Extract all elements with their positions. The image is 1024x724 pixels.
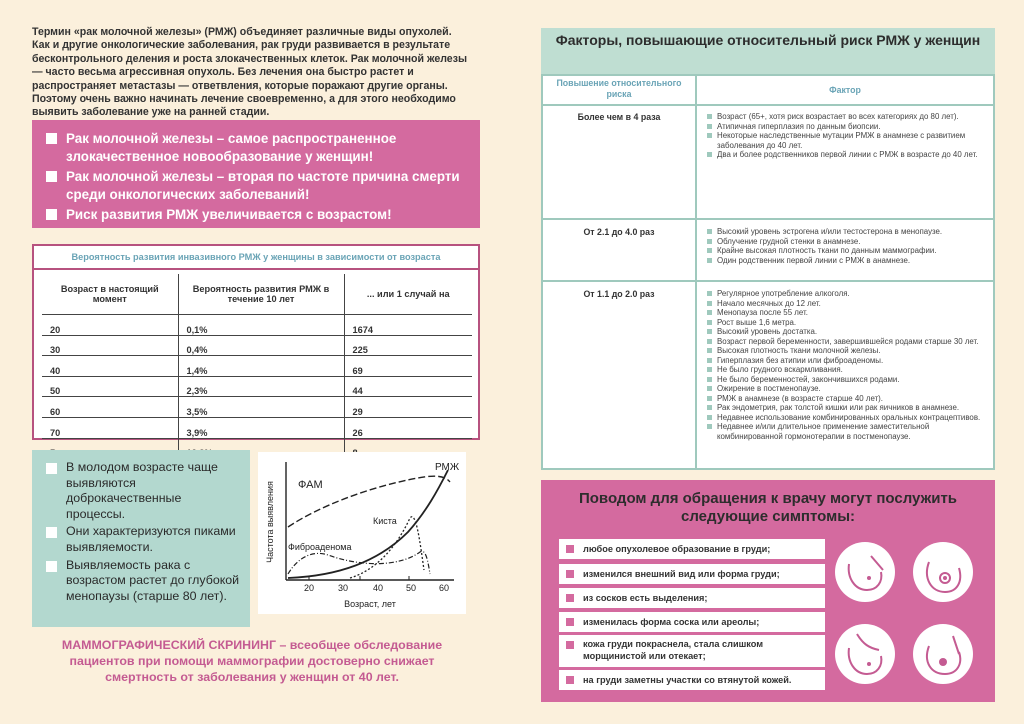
checkbox-icon xyxy=(565,593,575,603)
risk-level: Более чем в 4 раза xyxy=(577,112,661,122)
symptoms-title xyxy=(541,490,995,526)
column-header: Вероятность развития РМЖ в течение 10 лет xyxy=(178,274,344,315)
symptom-text: кожа груди покраснела, стала слишком морщинистой или отекает; xyxy=(583,639,764,661)
column-header: ... или 1 случай на xyxy=(344,274,472,315)
probability-table-title: Вероятность развития инвазивного РМЖ у женщины в зависимости от возраста xyxy=(71,252,441,262)
list-item: Возраст первой беременности, завершившейся родами старше 30 лет. xyxy=(707,337,989,347)
risk-factors-table-box xyxy=(541,28,995,470)
breast-shape-icon xyxy=(913,542,973,602)
checkbox-icon xyxy=(46,171,57,182)
table-cell: 50 xyxy=(42,376,178,397)
checkbox-icon xyxy=(46,133,57,144)
list-item: Некоторые наследственные мутации РМЖ в анамнезе с развитием заболевания до 40 лет. xyxy=(707,131,989,150)
symptoms-box xyxy=(541,480,995,702)
symptom-item xyxy=(559,588,825,608)
column-header: Фактор xyxy=(829,85,861,95)
checkbox-icon xyxy=(46,561,57,572)
table-cell: 20 xyxy=(42,315,178,336)
risk-level: От 2.1 до 4.0 раз xyxy=(583,227,655,237)
fact-item xyxy=(46,206,466,224)
table-cell: 1,4% xyxy=(178,356,344,377)
risk-table-title xyxy=(541,28,995,74)
list-item: Рак эндометрия, рак толстой кишки или рак яичников в анамнезе. xyxy=(707,403,989,413)
x-tick-label: 50 xyxy=(405,583,417,593)
column-header: Повышение относительного риска xyxy=(556,78,682,99)
risk-title-text: Факторы, повышающие относительный риск РМЖ у женщин xyxy=(555,32,981,48)
symptom-item xyxy=(559,539,825,559)
table-cell: 44 xyxy=(344,376,472,397)
factor-list xyxy=(707,289,989,441)
table-row xyxy=(42,376,472,397)
checkbox-icon xyxy=(46,527,57,538)
breast-exam-illustration xyxy=(835,542,895,602)
table-cell: 0,4% xyxy=(178,335,344,356)
note-item xyxy=(46,524,240,555)
table-cell: 60 xyxy=(42,397,178,418)
divider xyxy=(34,268,478,270)
table-cell: 225 xyxy=(344,335,472,356)
x-tick-label: 20 xyxy=(303,583,315,593)
symptom-item xyxy=(559,564,825,584)
table-cell: 26 xyxy=(344,417,472,438)
checkbox-icon xyxy=(565,569,575,579)
symptom-text: любое опухолевое образование в груди; xyxy=(583,544,771,554)
table-row xyxy=(42,397,472,418)
note-text: Они характеризуются пиками выявляемости. xyxy=(66,524,236,554)
table-row xyxy=(42,356,472,377)
list-item: Менопауза после 55 лет. xyxy=(707,308,989,318)
breast-lump-icon xyxy=(835,542,895,602)
fact-text: Рак молочной железы – вторая по частоте причина смерти среди онкологических заболеваний! xyxy=(66,169,460,202)
divider xyxy=(695,76,697,468)
note-text: Выявляемость рака с возрастом растет до глубокой менопаузы (старше 80 лет). xyxy=(66,557,240,603)
list-item: Не было беременностей, закончившихся родами. xyxy=(707,375,989,385)
table-cell: 69 xyxy=(344,356,472,377)
fact-item xyxy=(46,130,466,165)
breast-palpation-icon xyxy=(835,624,895,684)
symptom-text: изменилась форма соска или ареолы; xyxy=(583,617,760,627)
note-item xyxy=(46,558,240,605)
divider xyxy=(543,104,993,106)
table-cell: 0,1% xyxy=(178,315,344,336)
risk-level: От 1.1 до 2.0 раз xyxy=(583,289,655,299)
symptom-text: на груди заметны участки со втянутой кожей. xyxy=(583,675,792,685)
checkbox-icon xyxy=(565,617,575,627)
age-notes-box xyxy=(32,450,250,627)
fact-text: Риск развития РМЖ увеличивается с возрастом! xyxy=(66,207,392,222)
factor-list xyxy=(707,227,989,265)
list-item: Облучение грудной стенки в анамнезе. xyxy=(707,237,989,247)
list-item: Крайне высокая плотность ткани по данным маммографии. xyxy=(707,246,989,256)
rmzh-label: РМЖ xyxy=(435,462,460,473)
divider xyxy=(543,218,993,220)
symptom-text: изменился внешний вид или форма груди; xyxy=(583,569,780,579)
table-cell: 1674 xyxy=(344,315,472,336)
symptom-item xyxy=(559,635,825,667)
table-cell: 29 xyxy=(344,397,472,418)
divider xyxy=(543,280,993,282)
y-axis-label: Частота выявления xyxy=(265,481,275,563)
breast-exam-illustration xyxy=(913,624,973,684)
x-axis-label: Возраст, лет xyxy=(344,599,396,609)
graph-svg xyxy=(258,452,466,614)
list-item: РМЖ в анамнезе (в возрасте старше 40 лет). xyxy=(707,394,989,404)
fibroadenoma-curve xyxy=(288,551,430,574)
fact-item xyxy=(46,168,466,203)
note-text: В молодом возрасте чаще выявляются доброкачественные процессы. xyxy=(66,460,218,521)
list-item: Ожирение в постменопаузе. xyxy=(707,384,989,394)
symptom-text: из сосков есть выделения; xyxy=(583,593,708,603)
table-cell: 30 xyxy=(42,335,178,356)
fibroadenoma-label: Фиброаденома xyxy=(288,542,352,552)
checkbox-icon xyxy=(46,209,57,220)
probability-table xyxy=(42,274,472,458)
checkbox-icon xyxy=(565,675,575,685)
note-item xyxy=(46,460,240,522)
probability-table-box xyxy=(32,244,480,440)
list-item: Регулярное употребление алкоголя. xyxy=(707,289,989,299)
fam-label: ФАМ xyxy=(298,479,323,491)
breast-exam-illustration xyxy=(913,542,973,602)
list-item: Два и более родственников первой линии с РМЖ в возрасте до 40 лет. xyxy=(707,150,989,160)
list-item: Недавнее и/или длительное применение заместительной комбинированной гормонотерапии в постменопаузе. xyxy=(707,422,989,441)
list-item: Начало месячных до 12 лет. xyxy=(707,299,989,309)
cyst-label: Киста xyxy=(373,516,397,526)
list-item: Высокий уровень достатка. xyxy=(707,327,989,337)
table-cell: 70 xyxy=(42,417,178,438)
symptom-item xyxy=(559,670,825,690)
key-facts-box xyxy=(32,120,480,228)
list-item: Высокий уровень эстрогена и/или тестостерона в менопаузе. xyxy=(707,227,989,237)
x-tick-label: 60 xyxy=(438,583,450,593)
breast-nipple-icon xyxy=(913,624,973,684)
symptoms-title-text: Поводом для обращения к врачу могут послужить следующие симптомы: xyxy=(578,490,958,525)
screening-note: МАММОГРАФИЧЕСКИЙ СКРИНИНГ – всеобщее обследование пациентов при помощи маммографии достоверно снижает смертность от заболевания у женщин от 40 лет. xyxy=(61,638,443,684)
x-tick-label: 30 xyxy=(337,583,349,593)
list-item: Гиперплазия без атипии или фиброаденомы. xyxy=(707,356,989,366)
intro-text: Термин «рак молочной железы» (РМЖ) объединяет различные виды опухолей. Как и другие онкологические заболевания, рак груди развивается в результате бесконтрольного деления и роста злокачественных клеток. Рак молочной железы — часто весьма агрессивная опухоль. Без лечения она быстро растет и распространяет метастазы — ответвления, которые поражают другие органы. Поэтому очень важно начинать лечение своевременно, а для этого необходимо выявить заболевание уже на ранней стадии. xyxy=(32,26,468,119)
checkbox-icon xyxy=(565,544,575,554)
fact-text: Рак молочной железы – самое распространенное злокачественное новообразование у женщин! xyxy=(66,131,397,164)
table-row xyxy=(42,417,472,438)
checkbox-icon xyxy=(46,463,57,474)
table-cell: 40 xyxy=(42,356,178,377)
table-cell: 3,5% xyxy=(178,397,344,418)
column-header: Возраст в настоящий момент xyxy=(42,274,178,315)
table-row xyxy=(42,335,472,356)
detection-frequency-graph xyxy=(258,452,466,614)
factor-list xyxy=(707,112,989,160)
list-item: Возраст (65+, хотя риск возрастает во всех категориях до 80 лет). xyxy=(707,112,989,122)
table-cell: 3,9% xyxy=(178,417,344,438)
list-item: Один родственник первой линии с РМЖ в анамнезе. xyxy=(707,256,989,266)
list-item: Атипичная гиперплазия по данным биопсии. xyxy=(707,122,989,132)
list-item: Высокая плотность ткани молочной железы. xyxy=(707,346,989,356)
list-item: Недавнее использование комбинированных оральных контрацептивов. xyxy=(707,413,989,423)
symptom-item xyxy=(559,612,825,632)
breast-exam-illustration xyxy=(835,624,895,684)
table-row xyxy=(42,315,472,336)
x-tick-label: 40 xyxy=(372,583,384,593)
risk-table xyxy=(541,74,995,470)
table-cell: 2,3% xyxy=(178,376,344,397)
list-item: Не было грудного вскармливания. xyxy=(707,365,989,375)
checkbox-icon xyxy=(565,640,575,650)
list-item: Рост выше 1,6 метра. xyxy=(707,318,989,328)
